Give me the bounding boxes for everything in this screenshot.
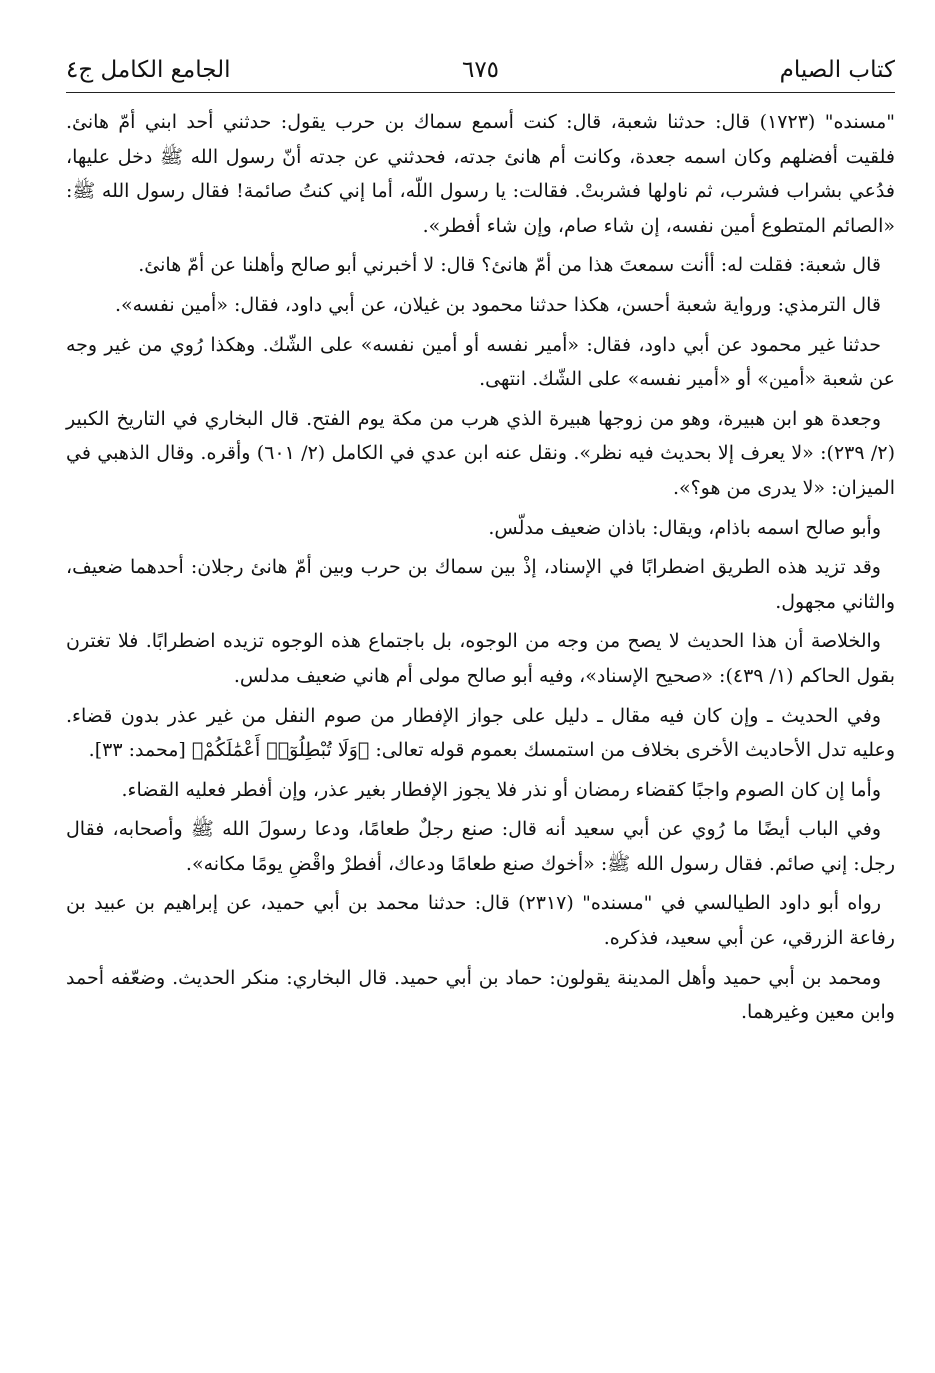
- paragraph-conclusion: والخلاصة أن هذا الحديث لا يصح من وجه من الوجوه، بل باجتماع هذه الوجوه تزيده اضطرابًا. فلا تغترن بقول الحاكم (١/ ٤٣٩): «صحيح الإسناد»، وفيه أبو صالح مولى أم هاني ضعيف مدلس.: [66, 630, 895, 687]
- paragraph-jaada: وجعدة هو ابن هبيرة، وهو من زوجها هبيرة الذي هرب من مكة يوم الفتح. قال البخاري في التاريخ الكبير (٢/ ٢٣٩): «لا يعرف إلا بحديث فيه نظر». ونقل عنه ابن عدي في الكامل (٢/ ٦٠١) وأقره. وقال الذهبي في الميزان: «لا يدرى من هو؟».: [66, 407, 895, 499]
- paragraph-abu-salih: وأبو صالح اسمه باذام، ويقال: باذان ضعيف مدلّس.: [488, 516, 881, 539]
- paragraph-obligatory-fast: وأما إن كان الصوم واجبًا كقضاء رمضان أو نذر فلا يجوز الإفطار بغير عذر، وإن أفطر فعليه القضاء.: [121, 778, 881, 801]
- book-page: [66, 50, 895, 1353]
- header-divider: [66, 92, 895, 93]
- paragraph-ibn-abi-humaid: ومحمد بن أبي حميد وأهل المدينة يقولون: حماد بن أبي حميد. قال البخاري: منكر الحديث. وضعّفه أحمد وابن معين وغيرهما.: [66, 966, 895, 1024]
- paragraph-fiqh-ruling: وفي الحديث ـ وإن كان فيه مقال ـ دليل على جواز الإفطار من صوم النفل من غير عذر بدون قضاء. وعليه تدل الأحاديث الأخرى بخلاف من استمسك بعموم قوله تعالى: ﴿وَلَا تُبْطِلُوٓا۟ أَعْمَٰلَكُمْ﴾ [محمد: ٣٣].: [66, 704, 895, 762]
- page-body: [66, 105, 895, 1030]
- paragraph-narration-doubt: حدثنا غير محمود عن أبي داود، فقال: «أمير نفسه أو أمين نفسه» على الشّك. وهكذا رُوي من غير وجه عن شعبة «أمين» أو «أمير نفسه» على الشّك. انتهى.: [66, 333, 895, 391]
- section-title: كتاب الصيام: [779, 57, 895, 83]
- book-title: الجامع الكامل ج٤: [66, 57, 231, 83]
- paragraph-shuba-question: قال شعبة: فقلت له: أأنت سمعتَ هذا من أمّ هانئ؟ قال: لا أخبرني أبو صالح وأهلنا عن أمّ هانئ.: [138, 254, 881, 277]
- paragraph-tayalisi: رواه أبو داود الطيالسي في "مسنده" (٢٣١٧) قال: حدثنا محمد بن أبي حميد، عن إبراهيم بن عبيد بن رفاعة الزرقي، عن أبي سعيد، فذكره.: [66, 892, 895, 950]
- paragraph-tirmidhi: قال الترمذي: ورواية شعبة أحسن، هكذا حدثنا محمود بن غيلان، عن أبي داود، فقال: «أمين نفسه».: [114, 293, 881, 316]
- running-header: [66, 50, 895, 90]
- page-number: ٦٧٥: [461, 57, 500, 83]
- paragraph-idtirab: وقد تزيد هذه الطريق اضطرابًا في الإسناد، إذْ بين سماك بن حرب وبين أمّ هانئ رجلان: أحدهما ضعيف، والثاني مجهول.: [66, 556, 895, 613]
- paragraph-abu-said: وفي الباب أيضًا ما رُوي عن أبي سعيد أنه قال: صنع رجلٌ طعامًا، ودعا رسولَ الله ﷺ وأصحابه، فقال رجل: إني صائم. فقال رسول الله ﷺ: «أخوك صنع طعامًا ودعاك، أفطرْ واقْضِ يومًا مكانه».: [66, 818, 895, 875]
- paragraph-musnad-hadith: "مسنده" (١٧٢٣) قال: حدثنا شعبة، قال: كنت أسمع سماك بن حرب يقول: حدثني أحد ابني أمّ هانئ. فلقيت أفضلهم وكان اسمه جعدة، وكانت أم هانئ جدته، فحدثني عن جدته أنّ رسول الله ﷺ دخل عليها، فدُعي بشراب فشرب، ثم ناولها فشربتْ. فقالت: يا رسول اللّه، أما إني كنتُ صائمة! فقال رسول الله ﷺ: «الصائم المتطوع أمين نفسه، إن شاء صام، وإن شاء أفطر».: [66, 111, 896, 237]
